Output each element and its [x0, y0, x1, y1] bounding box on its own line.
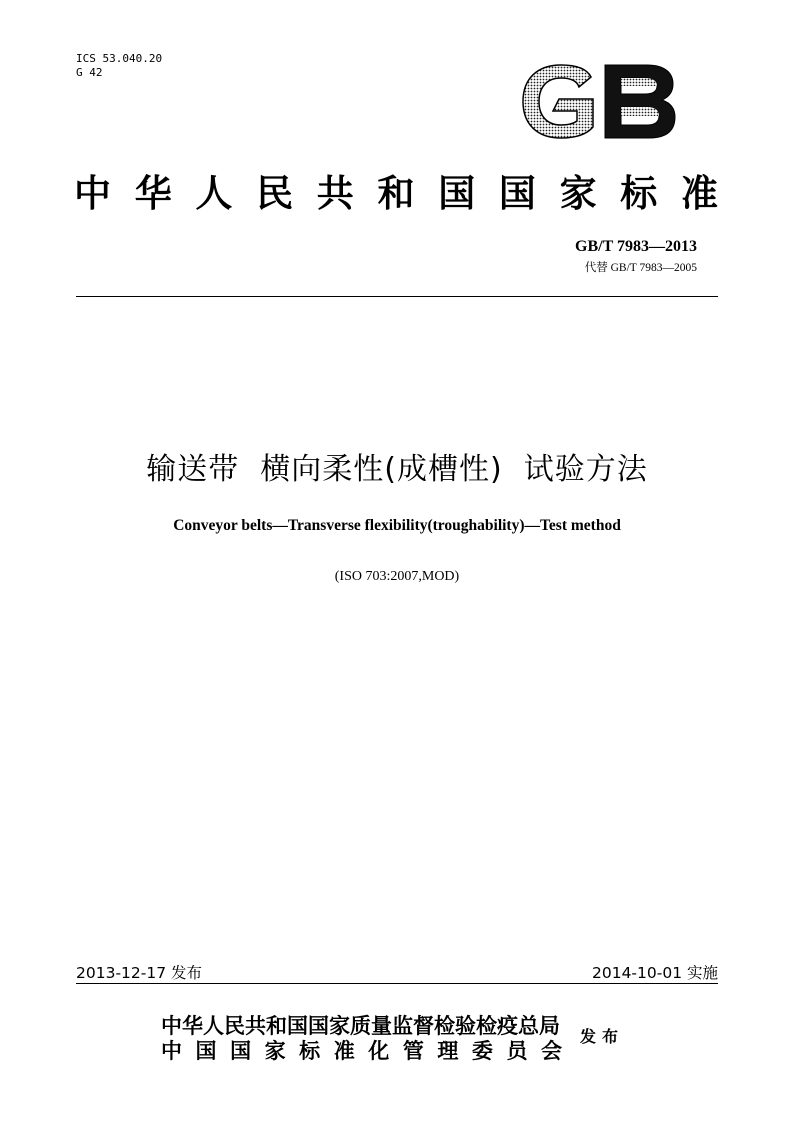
- gb-logo: [521, 63, 677, 140]
- issuer-aqsiq: 中华人民共和国国家质量监督检验检疫总局: [161, 1014, 560, 1038]
- ics-code: ICS 53.040.20: [76, 52, 163, 65]
- standard-number: GB/T 7983—2013: [575, 238, 697, 255]
- bottom-divider: [76, 983, 718, 984]
- replaces-standard: 代替 GB/T 7983—2005: [584, 262, 697, 274]
- national-standard-title: 中华人民共和国国家标准: [74, 174, 720, 215]
- issue-date: 2013-12-17 发布: [76, 964, 203, 982]
- implementation-date: 2014-10-01 实施: [591, 964, 718, 982]
- gb-logo-text: GB: [521, 63, 523, 64]
- iso-reference: (ISO 703:2007,MOD): [334, 569, 460, 584]
- top-divider: [76, 296, 718, 297]
- publish-label: 发布: [580, 1027, 625, 1046]
- chinese-title: 输送带 横向柔性(成槽性) 试验方法: [146, 452, 648, 487]
- ccs-code: G 42: [76, 66, 103, 79]
- issuer-sac: 中国国家标准化管理委员会: [161, 1039, 562, 1063]
- english-title: Conveyor belts—Transverse flexibility(troughability)—Test method: [173, 517, 621, 534]
